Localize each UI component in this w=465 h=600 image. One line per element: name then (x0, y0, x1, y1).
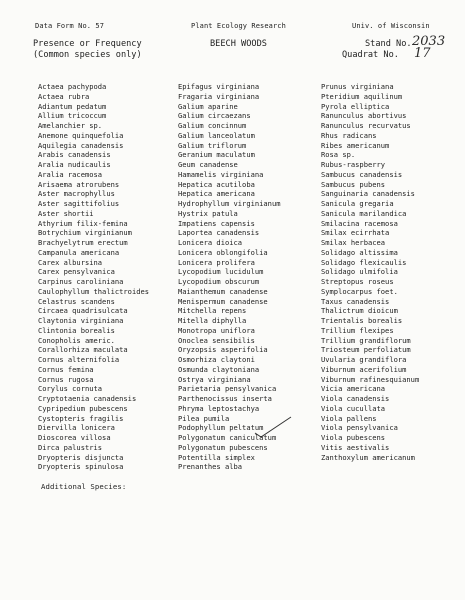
species-item: Carex pensylvanica (38, 267, 115, 277)
species-item: Viburnum rafinesquianum (321, 374, 420, 384)
species-item: Circaea quadrisulcata (38, 306, 128, 316)
species-item: Trillium flexipes (321, 325, 394, 335)
species-item: Hepatica acutiloba (178, 179, 255, 189)
species-item: Geranium maculatum (178, 150, 255, 160)
species-item: Onoclea sensibilis (178, 335, 255, 345)
species-item: Celastrus scandens (38, 296, 115, 306)
species-item: Viola pubescens (321, 433, 386, 442)
species-item: Polygonatum caniculatum (178, 433, 277, 442)
university-name: Univ. of Wisconsin (352, 22, 430, 30)
species-item: Monotropa uniflora (178, 325, 255, 335)
species-item: Sanguinaria canadensis (321, 189, 415, 199)
quadrat-number-label: Quadrat No. (342, 50, 399, 60)
species-item: Galium aparine (178, 101, 238, 111)
species-item: Aster shortii (38, 208, 94, 218)
species-item: Maianthemum canadense (178, 286, 268, 296)
species-item: Thalictrum dioicum (321, 306, 398, 316)
species-item: Trillium grandiflorum (321, 335, 411, 345)
species-item: Aralia nudicaulis (38, 160, 111, 169)
species-item: Corylus cornuta (38, 384, 103, 394)
species-item: Solidago altissima (321, 247, 398, 257)
species-item: Hystrix patula (178, 208, 238, 218)
species-item: Aquilegia canadensis (38, 140, 124, 150)
species-item: Adiantum pedatum (38, 101, 107, 111)
species-item: Phryma leptostachya (178, 403, 260, 413)
species-item: Smilax ecirrhata (321, 228, 390, 238)
species-item: Solidago flexicaulis (321, 257, 407, 267)
species-item: Allium tricoccum (38, 111, 107, 121)
species-item: Viola canadensis (321, 394, 390, 403)
species-item: Ribes americanum (321, 140, 390, 150)
species-item: Rubus-raspberry (321, 160, 386, 169)
research-title: Plant Ecology Research (191, 22, 286, 30)
species-item: Anemone quinquefolia (38, 130, 124, 140)
species-item: Diervilla lonicera (38, 423, 115, 433)
species-item: Athyrium filix-femina (38, 218, 128, 228)
species-item: Lycopodium lucidulum (178, 267, 264, 277)
species-item: Cryptotaenia canadensis (38, 394, 137, 403)
species-item: Smilacina racemosa (321, 218, 398, 228)
species-item: Actaea pachypoda (38, 82, 107, 91)
species-item: Sambucus pubens (321, 179, 386, 189)
species-item: Sanicula marilandica (321, 208, 407, 218)
species-item: Galium triflorum (178, 140, 247, 150)
species-item: Hamamelis virginiana (178, 169, 264, 179)
species-item: Dirca palustris (38, 442, 103, 452)
species-item: Corallorhiza maculata (38, 345, 128, 355)
species-item: Triosteum perfoliatum (321, 345, 411, 355)
species-item: Prunus virginiana (321, 82, 394, 91)
species-item: Laportea canadensis (178, 228, 260, 238)
species-item: Galium concinnum (178, 121, 247, 130)
species-item: Hepatica americana (178, 189, 255, 199)
species-item: Botrychium virginianum (38, 228, 132, 238)
check-mark (253, 415, 293, 439)
species-column-2 (178, 82, 281, 472)
species-item: Smilax herbacea (321, 238, 386, 247)
species-item: Lonicera prolifera (178, 257, 255, 267)
species-item: Pilea pumila (178, 413, 230, 423)
species-item: Pyrola elliptica (321, 101, 390, 111)
species-item: Fragaria virginiana (178, 91, 260, 101)
species-item: Polygonatum pubescens (178, 442, 268, 452)
species-item: Rhus radicans (321, 130, 377, 140)
species-item: Hydrophyllum virginianum (178, 199, 281, 208)
species-item: Brachyelytrum erectum (38, 238, 128, 247)
species-item: Dryopteris disjuncta (38, 452, 124, 462)
species-item: Podophyllum peltatum (178, 423, 264, 433)
species-item: Vicia americana (321, 384, 386, 394)
species-item: Carex albursina (38, 257, 103, 267)
species-item: Cornus femina (38, 364, 94, 374)
species-item: Trientalis borealis (321, 316, 403, 325)
species-item: Claytonia virginiana (38, 316, 124, 325)
survey-subtitle: (Common species only) (33, 50, 142, 60)
species-item: Arisaema atrorubens (38, 179, 120, 189)
species-item: Symplocarpus foet. (321, 286, 398, 296)
species-item: Rosa sp. (321, 150, 356, 160)
species-item: Ranunculus abortivus (321, 111, 407, 121)
species-item: Aralia racemosa (38, 169, 103, 179)
species-item: Taxus canadensis (321, 296, 390, 306)
species-item: Cornus alternifolia (38, 355, 120, 364)
species-item: Viola cucullata (321, 403, 386, 413)
species-item: Galium circaezans (178, 111, 251, 121)
species-item: Parthenocissus inserta (178, 394, 272, 403)
species-item: Epifagus virginiana (178, 82, 260, 91)
survey-title: Presence or Frequency (33, 39, 142, 49)
species-item: Potentilla simplex (178, 452, 255, 462)
species-item: Caulophyllum thalictroides (38, 286, 150, 296)
species-item: Lonicera dioica (178, 238, 243, 247)
stand-number-value: 2033 (412, 34, 446, 49)
species-item: Geum canadense (178, 160, 238, 169)
species-item: Viola pallens (321, 413, 377, 423)
form-number: Data Form No. 57 (35, 22, 105, 30)
species-item: Actaea rubra (38, 91, 90, 101)
stand-number-label: Stand No. (365, 39, 412, 49)
species-item: Viburnum acerifolium (321, 364, 407, 374)
species-item: Lonicera oblongifolia (178, 247, 268, 257)
species-item: Parietaria pensylvanica (178, 384, 277, 394)
species-item: Ranunculus recurvatus (321, 121, 411, 130)
species-item: Amelanchier sp. (38, 121, 103, 130)
species-item: Cystopteris fragilis (38, 413, 124, 423)
species-item: Menispermum canadense (178, 296, 268, 306)
species-item: Impatiens capensis (178, 218, 255, 228)
species-item: Mitella diphylla (178, 316, 247, 325)
species-item: Carpinus caroliniana (38, 277, 124, 286)
species-column-1 (38, 82, 149, 472)
species-item: Streptopus roseus (321, 277, 394, 286)
species-item: Uvularia grandiflora (321, 355, 407, 364)
species-item: Clintonia borealis (38, 325, 115, 335)
species-item: Pteridium aquilinum (321, 91, 403, 101)
species-item: Mitchella repens (178, 306, 247, 316)
species-item: Solidago ulmifolia (321, 267, 398, 277)
species-item: Sambucus canadensis (321, 169, 403, 179)
species-item: Lycopodium obscurum (178, 277, 260, 286)
species-column-3 (321, 82, 419, 462)
species-item: Osmorhiza claytoni (178, 355, 255, 364)
species-item: Dioscorea villosa (38, 433, 111, 442)
species-item: Dryopteris spinulosa (38, 462, 124, 472)
species-item: Prenanthes alba (178, 462, 243, 472)
species-item: Viola pensylvanica (321, 423, 398, 433)
species-item: Ostrya virginiana (178, 374, 251, 384)
species-item: Galium lanceolatum (178, 130, 255, 140)
species-item: Aster macrophyllus (38, 189, 115, 199)
species-item: Aster sagittifolius (38, 199, 120, 208)
species-item: Conopholis americ. (38, 335, 115, 345)
species-item: Sanicula gregaria (321, 199, 394, 208)
species-item: Arabis canadensis (38, 150, 111, 160)
community-title: BEECH WOODS (210, 39, 267, 49)
species-item: Cypripedium pubescens (38, 403, 128, 413)
quadrat-number-value: 17 (414, 46, 431, 61)
species-item: Campanula americana (38, 247, 120, 257)
species-item: Osmunda claytoniana (178, 364, 260, 374)
species-item: Zanthoxylum americanum (321, 452, 415, 462)
species-item: Cornus rugosa (38, 374, 94, 384)
species-item: Vitis aestivalis (321, 442, 390, 452)
species-item: Oryzopsis asperifolia (178, 345, 268, 355)
additional-species-label: Additional Species: (41, 482, 127, 491)
